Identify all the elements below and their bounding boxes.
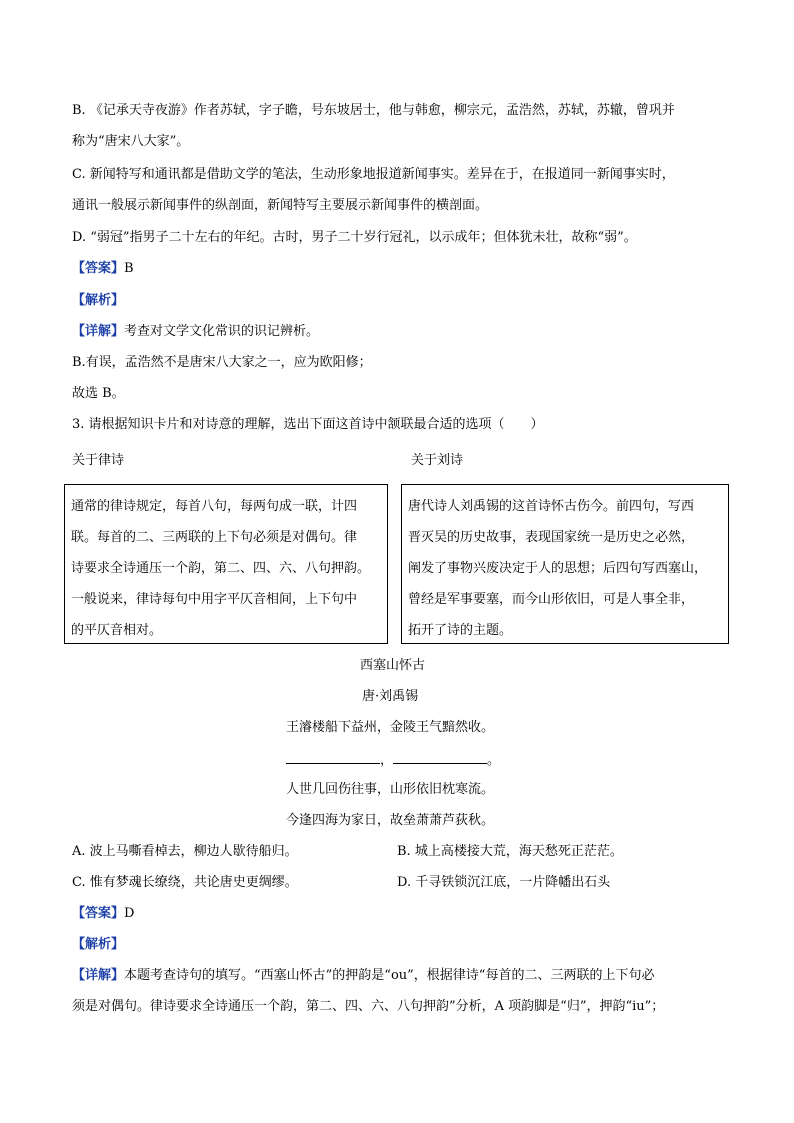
card-line: 诗要求全诗通压一个韵，第二、四、六、八句押韵。 — [71, 561, 371, 576]
poem-blank-line — [286, 750, 500, 770]
q2-answer — [72, 260, 134, 278]
card-line: 联。每首的二、三两联的上下句必须是对偶句。律 — [71, 530, 358, 545]
q3-detail-line-1 — [72, 967, 654, 985]
knowledge-card-right — [401, 484, 729, 644]
q3-analysis — [72, 936, 124, 954]
option-b-line-1: B. 《记承天寺夜游》作者苏轼，字子瞻，号东坡居士，他与韩愈，柳宗元，孟浩然，苏轼，苏辙，曾巩并 — [72, 103, 675, 118]
card-line: 的平仄音相对。 — [71, 623, 163, 638]
poem-line-4: 今逢四海为家日，故垒萧萧芦荻秋。 — [286, 813, 495, 828]
knowledge-card-left — [64, 484, 388, 644]
answer-tag: 【答案】 — [72, 906, 125, 921]
q2-detail-line-3: 故选 B。 — [72, 386, 125, 401]
q2-detail-line-1 — [72, 323, 319, 341]
card-line: 晋灭吴的历史故事，表现国家统一是历史之必然， — [408, 530, 695, 545]
option-b-line-2: 称为“唐宋八大家”。 — [72, 134, 190, 149]
option-c-line-2: 通讯一般展示新闻事件的纵剖面，新闻特写主要展示新闻事件的横剖面。 — [72, 198, 489, 213]
option-c-line-1: C. 新闻特写和通讯都是借助文学的笔法，生动形象地报道新闻事实。差异在于，在报道同一新闻事实时， — [72, 167, 675, 182]
blank-separator: ， — [380, 753, 394, 768]
option-d: D. 千寻铁锁沉江底，一片降幡出石头 — [397, 875, 611, 890]
option-a: A. 波上马嘶看棹去，柳边人歇待船归。 — [72, 844, 298, 859]
option-d-line-1: D. “弱冠”指男子二十左右的年纪。古时，男子二十岁行冠礼，以示成年；但体犹未壮，故称“弱”。 — [72, 230, 637, 245]
card-line: 唐代诗人刘禹锡的这首诗怀古伤今。前四句，写西 — [408, 499, 695, 514]
detail-text: 本题考查诗句的填写。“西塞山怀古”的押韵是“ou”，根据律诗“每首的二、三两联的上下句必 — [124, 968, 655, 983]
analysis-tag: 【解析】 — [72, 937, 125, 952]
detail-tag: 【详解】 — [72, 968, 125, 983]
poem-line-3: 人世几回伤往事，山形依旧枕寒流。 — [286, 782, 495, 797]
card-left-label: 关于律诗 — [72, 453, 125, 468]
q3-detail-line-2: 须是对偶句。律诗要求全诗通压一个韵，第二、四、六、八句押韵”分析，A 项韵脚是“归”，押韵“iu”； — [72, 999, 665, 1014]
poem-title: 西塞山怀古 — [360, 658, 426, 673]
detail-text: 考查对文学文化常识的识记辨析。 — [124, 324, 320, 339]
q3-stem: 3. 请根据知识卡片和对诗意的理解，选出下面这首诗中颔联最合适的选项（ ） — [72, 417, 544, 432]
option-c: C. 惟有梦魂长缭绕，共论唐史更绸缪。 — [72, 875, 298, 890]
answer-blank-1[interactable] — [286, 750, 380, 764]
answer-value: B — [124, 261, 134, 276]
blank-end: 。 — [487, 753, 501, 768]
poem-author: 唐·刘禹锡 — [362, 689, 419, 704]
card-line: 曾经是军事要塞，而今山形依旧，可是人事全非， — [408, 592, 695, 607]
card-line: 阐发了事物兴废决定于人的思想；后四句写西塞山， — [408, 561, 708, 576]
answer-value: D — [124, 906, 135, 921]
answer-blank-2[interactable] — [393, 750, 487, 764]
option-b: B. 城上高楼接大荒，海天愁死正茫茫。 — [397, 844, 623, 859]
detail-tag: 【详解】 — [72, 324, 125, 339]
q2-analysis — [72, 292, 124, 310]
analysis-tag: 【解析】 — [72, 293, 125, 308]
card-right-label: 关于刘诗 — [411, 453, 464, 468]
answer-tag: 【答案】 — [72, 261, 125, 276]
q3-answer — [72, 905, 134, 923]
card-line: 通常的律诗规定，每首八句，每两句成一联，计四 — [71, 499, 358, 514]
q2-detail-line-2: B.有误，孟浩然不是唐宋八大家之一，应为欧阳修； — [72, 355, 372, 370]
card-line: 一般说来，律诗每句中用字平仄音相间，上下句中 — [71, 592, 358, 607]
poem-line-1: 王濬楼船下益州，金陵王气黯然收。 — [286, 720, 495, 735]
card-line: 拓开了诗的主题。 — [408, 623, 513, 638]
